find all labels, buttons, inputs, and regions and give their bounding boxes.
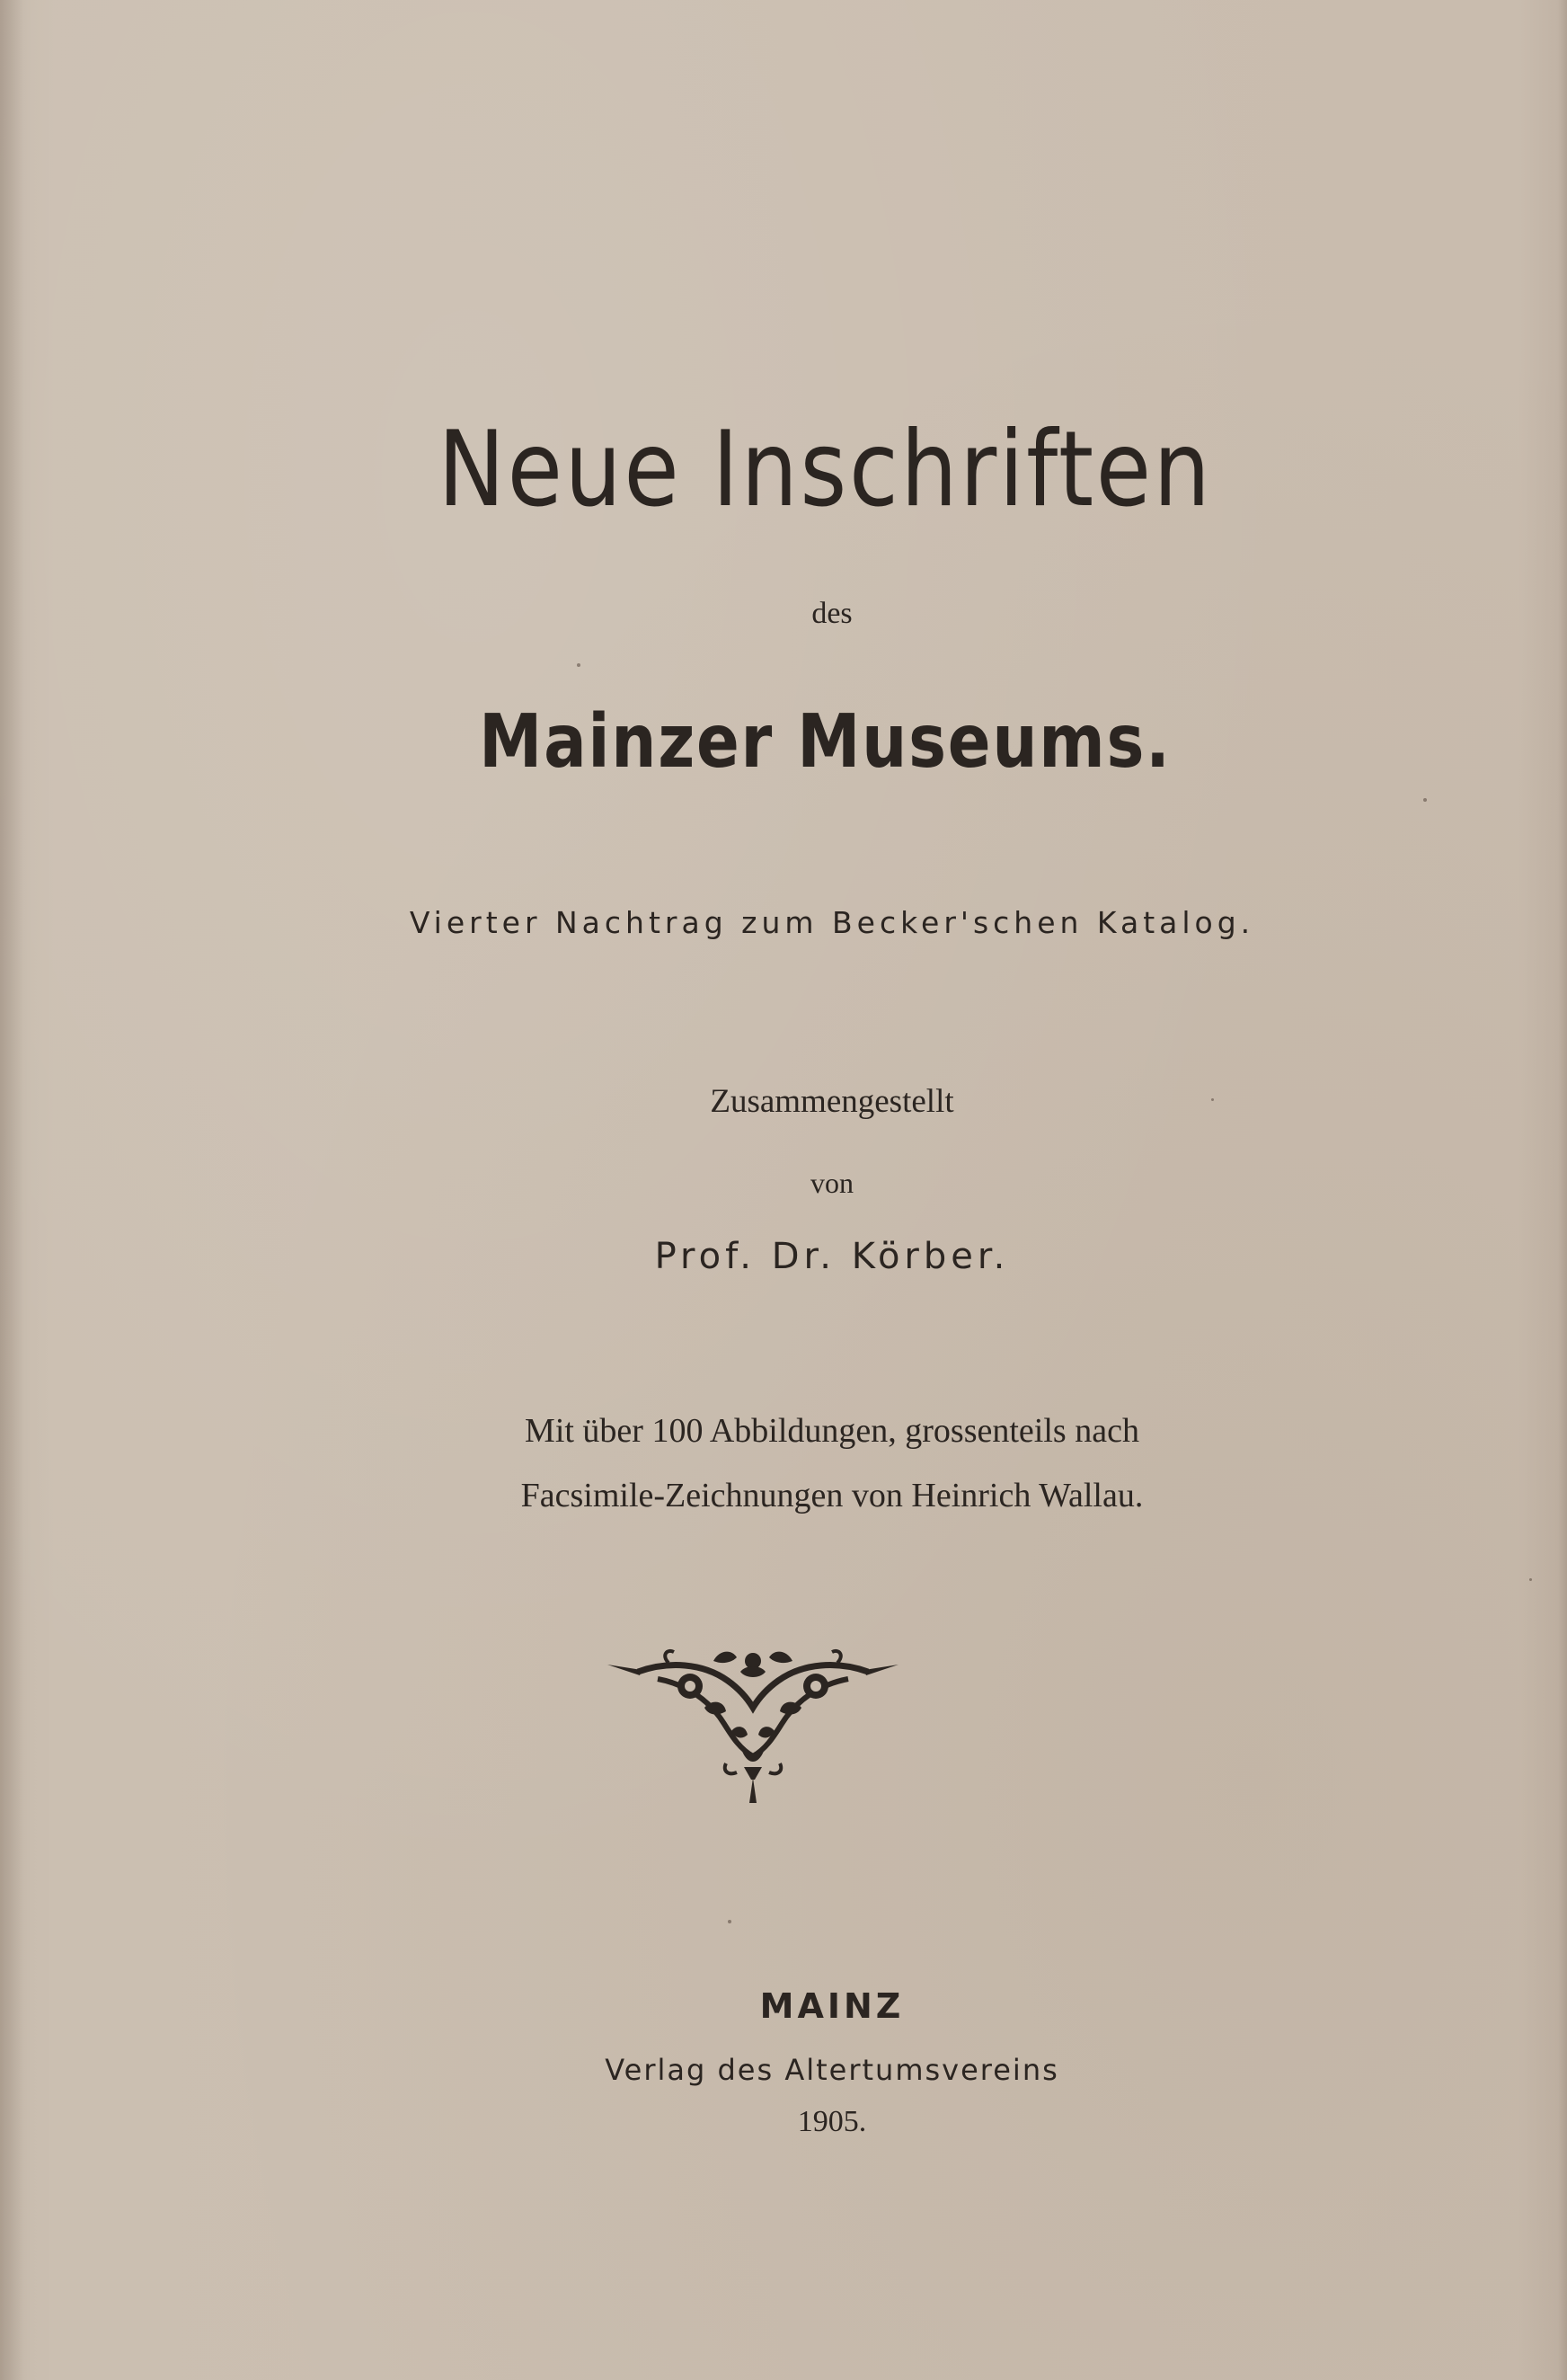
compiled-label: Zusammengestellt	[710, 1083, 954, 1120]
title-connector: des	[811, 597, 853, 630]
imprint-place: MAINZ	[759, 1986, 905, 2026]
paper-speck	[577, 663, 580, 667]
floral-vignette-icon	[606, 1645, 900, 1803]
imprint-year: 1905.	[797, 2105, 867, 2138]
by-label: von	[810, 1167, 854, 1199]
paper-speck	[1423, 798, 1427, 802]
supplement-note: Vierter Nachtrag zum Becker'schen Katalog.	[409, 905, 1255, 940]
paper-speck	[728, 1920, 731, 1923]
imprint-publisher: Verlag des Altertumsvereins	[605, 2053, 1059, 2087]
illustrations-note-line-1: Mit über 100 Abbildungen, grossenteils nach	[525, 1412, 1139, 1450]
illustrations-note-line-2: Facsimile-Zeichnungen von Heinrich Wallau.	[520, 1477, 1144, 1514]
main-title: Neue Inschriften	[438, 409, 1213, 530]
subtitle: Mainzer Museums.	[479, 699, 1172, 785]
author-name: Prof. Dr. Körber.	[654, 1236, 1010, 1277]
paper-speck	[1529, 1578, 1532, 1581]
paper-speck	[1211, 1098, 1214, 1101]
